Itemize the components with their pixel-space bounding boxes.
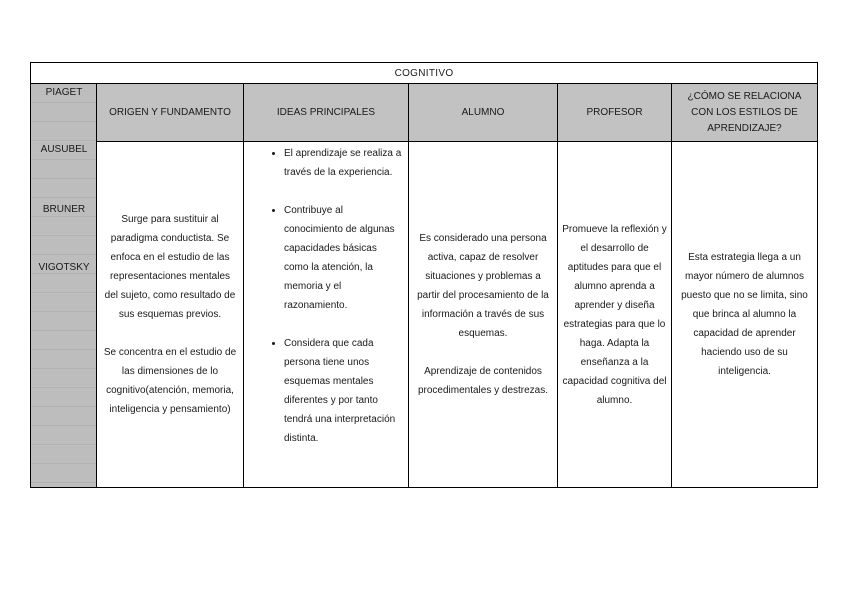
header-origen: ORIGEN Y FUNDAMENTO	[97, 84, 244, 142]
cognitive-table	[30, 62, 818, 488]
header-relacion: ¿CÓMO SE RELACIONA CON LOS ESTILOS DE APRENDIZAJE?	[672, 84, 817, 142]
origen-paragraph: Surge para sustituir al paradigma conductista. Se enfoca en el estudio de las representaciones mentales del sujeto, como resultado de sus esquemas previos.	[104, 214, 236, 320]
author-piaget: PIAGET	[45, 87, 83, 98]
author-bruner: BRUNER	[42, 204, 86, 215]
table-title: COGNITIVO	[31, 63, 817, 84]
author-vigotsky: VIGOTSKY	[38, 262, 90, 273]
alumno-paragraph: Aprendizaje de contenidos procedimentales y destrezas.	[417, 366, 549, 396]
cell-profesor	[558, 142, 672, 487]
header-profesor: PROFESOR	[558, 84, 672, 142]
profesor-text: Promueve la reflexión y el desarrollo de aptitudes para que el alumno aprenda a aprender y diseña estrategias para que lo haga. Adapta la enseñanza a la capacidad cognitiva del alumno.	[562, 223, 667, 406]
header-alumno: ALUMNO	[409, 84, 558, 142]
authors-column	[31, 84, 97, 487]
cell-origen	[97, 142, 244, 487]
ideas-list	[256, 144, 402, 448]
list-item: • Considera que cada persona tiene unos esquemas mentales diferentes y por tanto tendrá una interpretación distinta.	[284, 334, 402, 448]
relacion-text: Esta estrategia llega a un mayor número de alumnos puesto que no se limita, sino que brinca al alumno la capacidad de aprender haciendo uso de su inteligencia.	[681, 252, 808, 377]
origen-paragraph: Se concentra en el estudio de las dimensiones de lo cognitivo(atención, memoria, inteligencia y pensamiento)	[103, 347, 237, 415]
alumno-paragraph: Es considerado una persona activa, capaz de resolver situaciones y problemas a partir del procesamiento de la información a través de sus esquemas.	[417, 233, 549, 339]
list-item: • Contribuye al conocimiento de algunas capacidades básicas como la atención, la memoria y el razonamiento.	[284, 201, 402, 315]
header-ideas: IDEAS PRINCIPALES	[244, 84, 409, 142]
list-item: • El aprendizaje se realiza a través de la experiencia.	[284, 144, 402, 182]
cell-relacion	[672, 142, 817, 487]
cell-ideas	[244, 142, 409, 487]
author-ausubel: AUSUBEL	[40, 144, 88, 155]
cell-alumno	[409, 142, 558, 487]
